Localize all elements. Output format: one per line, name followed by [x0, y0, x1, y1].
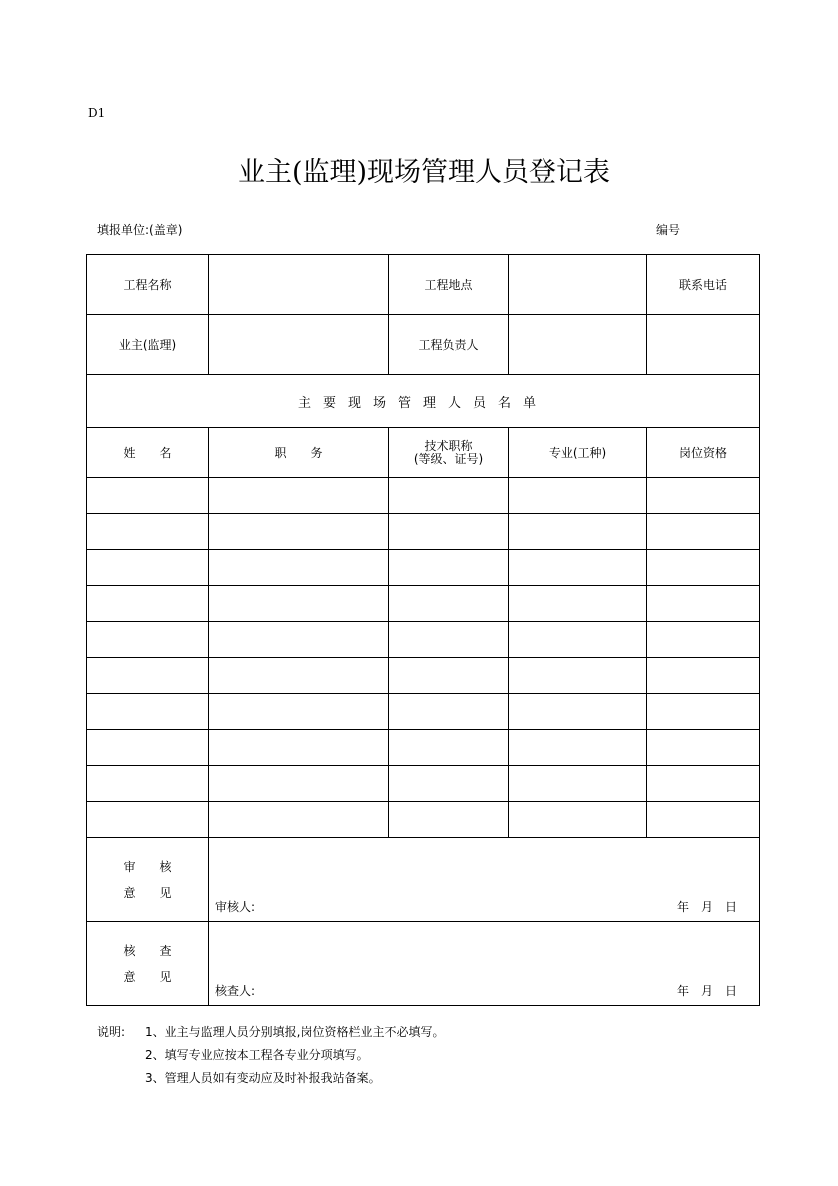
project-leader-label: 工程负责人 — [389, 315, 509, 375]
check-label-1: 核 查 — [123, 943, 172, 958]
table-row — [87, 730, 760, 766]
table-row — [87, 766, 760, 802]
table-row — [87, 586, 760, 622]
owner-field[interactable] — [209, 315, 389, 375]
form-code: D1 — [88, 106, 106, 120]
col-position: 职 务 — [209, 428, 389, 478]
col-name: 姓 名 — [87, 428, 209, 478]
unit-label: 填报单位:(盖章) — [97, 223, 183, 237]
table-cell[interactable] — [647, 622, 760, 658]
note-2: 2、填写专业应按本工程各专业分项填写。 — [145, 1048, 369, 1062]
table-row — [87, 658, 760, 694]
notes-label: 说明: — [97, 1025, 126, 1039]
table-row — [87, 550, 760, 586]
table-cell[interactable] — [87, 622, 209, 658]
table-cell[interactable] — [389, 766, 509, 802]
review-label-1: 审 核 — [123, 859, 172, 874]
table-cell[interactable] — [647, 550, 760, 586]
project-location-label: 工程地点 — [389, 255, 509, 315]
table-cell[interactable] — [209, 802, 389, 838]
col-qualification: 岗位资格 — [647, 428, 760, 478]
review-label-2: 意 见 — [123, 885, 172, 900]
project-leader-field[interactable] — [509, 315, 647, 375]
table-cell[interactable] — [209, 622, 389, 658]
table-cell[interactable] — [509, 622, 647, 658]
table-row — [87, 802, 760, 838]
check-label — [87, 922, 209, 1006]
table-row — [87, 478, 760, 514]
table-cell[interactable] — [389, 658, 509, 694]
check-label-2: 意 见 — [123, 969, 172, 984]
number-label: 编号 — [656, 223, 681, 237]
table-cell[interactable] — [389, 622, 509, 658]
table-cell[interactable] — [389, 514, 509, 550]
table-cell[interactable] — [87, 802, 209, 838]
table-cell[interactable] — [209, 550, 389, 586]
table-cell[interactable] — [209, 694, 389, 730]
table-cell[interactable] — [389, 550, 509, 586]
table-cell[interactable] — [647, 694, 760, 730]
table-cell[interactable] — [647, 586, 760, 622]
table-cell[interactable] — [209, 766, 389, 802]
check-date: 年 月 日 — [676, 984, 737, 998]
reviewer-label: 审核人: — [215, 900, 256, 914]
table-cell[interactable] — [87, 550, 209, 586]
table-cell[interactable] — [509, 658, 647, 694]
col-specialty: 专业(工种) — [509, 428, 647, 478]
note-1: 1、业主与监理人员分别填报,岗位资格栏业主不必填写。 — [145, 1025, 445, 1039]
table-cell[interactable] — [647, 658, 760, 694]
table-cell[interactable] — [87, 766, 209, 802]
review-date: 年 月 日 — [676, 900, 737, 914]
table-cell[interactable] — [87, 514, 209, 550]
table-cell[interactable] — [647, 730, 760, 766]
table-cell[interactable] — [647, 514, 760, 550]
table-cell[interactable] — [389, 478, 509, 514]
contact-phone-field[interactable] — [647, 315, 760, 375]
table-row — [87, 514, 760, 550]
table-cell[interactable] — [87, 694, 209, 730]
table-cell[interactable] — [647, 802, 760, 838]
checker-label: 核查人: — [215, 984, 256, 998]
col-title-line2: (等级、证号) — [413, 451, 484, 466]
table-cell[interactable] — [647, 766, 760, 802]
table-cell[interactable] — [87, 730, 209, 766]
table-cell[interactable] — [509, 694, 647, 730]
table-cell[interactable] — [509, 550, 647, 586]
table-cell[interactable] — [389, 802, 509, 838]
table-cell[interactable] — [87, 586, 209, 622]
check-field[interactable] — [209, 922, 760, 1006]
project-location-field[interactable] — [509, 255, 647, 315]
table-cell[interactable] — [509, 730, 647, 766]
table-cell[interactable] — [509, 478, 647, 514]
table-cell[interactable] — [647, 478, 760, 514]
table-cell[interactable] — [509, 802, 647, 838]
table-cell[interactable] — [509, 514, 647, 550]
table-cell[interactable] — [209, 478, 389, 514]
col-title-line1: 技术职称 — [424, 438, 473, 453]
table-row — [87, 694, 760, 730]
registration-table — [86, 254, 760, 1006]
page-title: 业主(监理)现场管理人员登记表 — [237, 157, 611, 188]
note-3: 3、管理人员如有变动应及时补报我站备案。 — [145, 1071, 381, 1085]
table-row — [87, 622, 760, 658]
table-cell[interactable] — [389, 586, 509, 622]
owner-label: 业主(监理) — [87, 315, 209, 375]
table-cell[interactable] — [509, 766, 647, 802]
project-name-field[interactable] — [209, 255, 389, 315]
col-title — [389, 428, 509, 478]
review-label — [87, 838, 209, 922]
table-cell[interactable] — [209, 586, 389, 622]
project-name-label: 工程名称 — [87, 255, 209, 315]
table-cell[interactable] — [509, 586, 647, 622]
table-cell[interactable] — [209, 514, 389, 550]
table-cell[interactable] — [209, 730, 389, 766]
table-cell[interactable] — [389, 694, 509, 730]
table-cell[interactable] — [87, 658, 209, 694]
table-cell[interactable] — [389, 730, 509, 766]
review-field[interactable] — [209, 838, 760, 922]
table-cell[interactable] — [87, 478, 209, 514]
section-title: 主要现场管理人员名单 — [87, 375, 760, 428]
contact-phone-label: 联系电话 — [647, 255, 760, 315]
table-cell[interactable] — [209, 658, 389, 694]
